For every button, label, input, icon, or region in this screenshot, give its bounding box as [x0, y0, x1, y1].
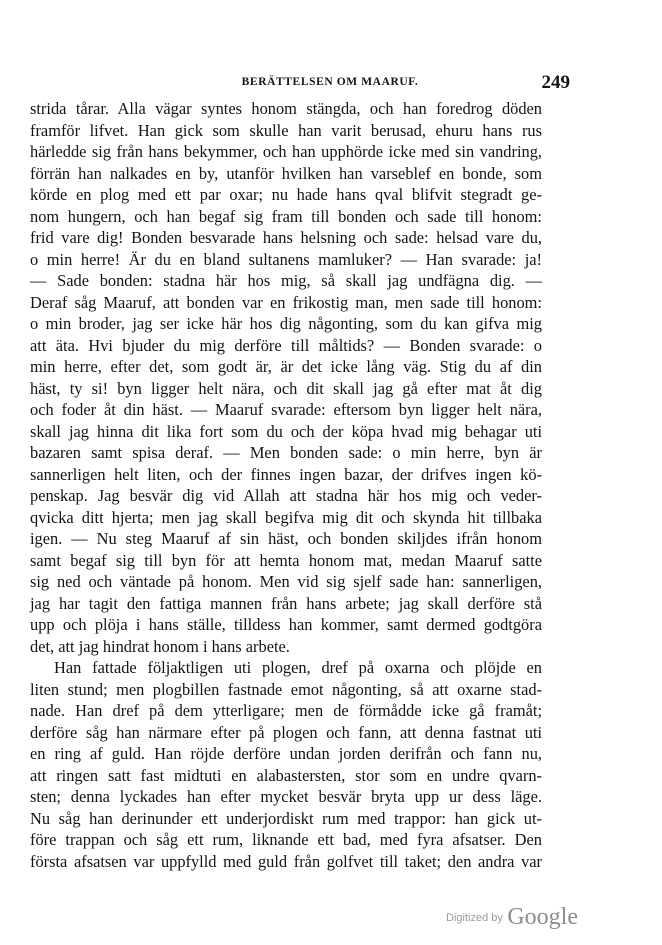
text-line: nade. Han dref på dem ytterligare; men de förmådde icke gå framåt; — [30, 701, 542, 720]
text-line: o min herre! Är du en bland sultanens mamluker? — Han svarade: ja! — [30, 249, 542, 269]
text-line: att äta. Hvi bjuder du mig derföre till måltids? — Bonden svarade: o — [30, 335, 542, 355]
text-line: häst, ty si! byn ligger helt nära, och dit skall jag gå efter mat åt dig — [30, 378, 542, 398]
text-line: — Sade bonden: stadna här hos mig, så skall jag undfägna dig. — — [30, 271, 542, 290]
digitization-watermark — [446, 904, 578, 931]
text-line: upp och plöja i hans ställe, tilldess han kommer, samt dermed godtgöra — [30, 615, 542, 634]
text-line: min herre, efter det, som godt är, är det icke lång väg. Stig du af din — [30, 357, 542, 376]
page-header — [30, 72, 630, 96]
text-line: framför lifvet. Han gick som skulle han varit berusad, ehuru hans rus — [30, 120, 542, 140]
text-line: igen. — Nu steg Maaruf af sin häst, och bonden skiljdes ifrån honom — [30, 529, 542, 548]
text-line: Han fattade följaktligen uti plogen, dref på oxarna och plöjde en — [54, 658, 542, 677]
text-line: frid vare dig! Bonden besvarade hans helsning och sade: helsad vare du, — [30, 228, 542, 247]
text-line: körde en plog med ett par oxar; nu hade hans qval blifvit stegradt ge- — [30, 185, 542, 204]
watermark-prefix: Digitized by — [446, 912, 503, 924]
text-line: att ringen satt fast midtuti en alabastersten, stor som en undre qvarn- — [30, 765, 542, 785]
text-line: o min broder, jag ser icke här hos dig någonting, som du kan gifva mig — [30, 314, 542, 333]
paragraph — [30, 657, 542, 872]
watermark-logo: Google — [507, 904, 578, 930]
text-line: före trappan och såg ett rum, liknande ett bad, med fyra afsatser. Den — [30, 830, 542, 849]
text-line: det, att jag hindrat honom i hans arbete. — [30, 636, 290, 656]
paragraph — [30, 98, 542, 657]
text-line: härledde sig från hans bekymmer, och han upphörde icke med sin vandring, — [30, 142, 542, 161]
text-line: en ring af guld. Han röjde derföre undan jorden derifrån och fann nu, — [30, 744, 542, 763]
text-line: förrän han nalkades en by, utanför hvilken han varseblef en bonde, som — [30, 163, 542, 183]
text-line: nom hungern, och han begaf sig fram till bonden och sade till honom: — [30, 206, 542, 226]
text-line: penskap. Jag besvär dig vid Allah att stadna här hos mig och veder- — [30, 486, 542, 505]
text-line: Deraf såg Maaruf, att bonden var en frikostig man, men sade till honom: — [30, 292, 542, 312]
text-line: qvicka ditt hjerta; men jag skall begifva mig dit och skynda hit tillbaka — [30, 507, 542, 527]
text-line: och foder åt din häst. — Maaruf svarade: eftersom byn ligger helt nära, — [30, 400, 542, 419]
text-line: sten; denna lyckades han efter mycket besvär bryta upp ur dess läge. — [30, 787, 542, 806]
text-line: jag har tagit den fattiga mannen från hans arbete; jag skall derföre stå — [30, 593, 542, 613]
text-line: Nu såg han derinunder ett underjordiskt rum med trappor: han gick ut- — [30, 808, 542, 828]
text-line: bazaren samt spisa deraf. — Men bonden sade: o min herre, byn är — [30, 443, 542, 462]
page-body — [30, 98, 542, 872]
text-line: samt begaf sig till byn för att hemta honom mat, medan Maaruf satte — [30, 550, 542, 570]
text-line: sannerligen helt liten, och der finnes ingen bazar, der drifves ingen kö- — [30, 464, 542, 484]
text-line: skall jag hinna dit lika fort som du och der köpa hvad mig behagar uti — [30, 421, 542, 441]
text-line: strida tårar. Alla vägar syntes honom stängda, och han foredrog döden — [30, 99, 542, 118]
page-number: 249 — [541, 72, 570, 93]
running-title: BERÄTTELSEN OM MAARUF. — [241, 76, 419, 88]
text-line: sig ned och väntade på honom. Men vid sig sjelf sade han: sannerligen, — [30, 572, 542, 591]
text-line: första afsatsen var uppfylld med guld från golfvet till taket; den andra var — [30, 851, 542, 871]
text-line: liten stund; men plogbillen fastnade emot någonting, så att oxarne stad- — [30, 679, 542, 699]
text-line: derföre såg han närmare efter på plogen och fann, att denna fastnat uti — [30, 722, 542, 742]
